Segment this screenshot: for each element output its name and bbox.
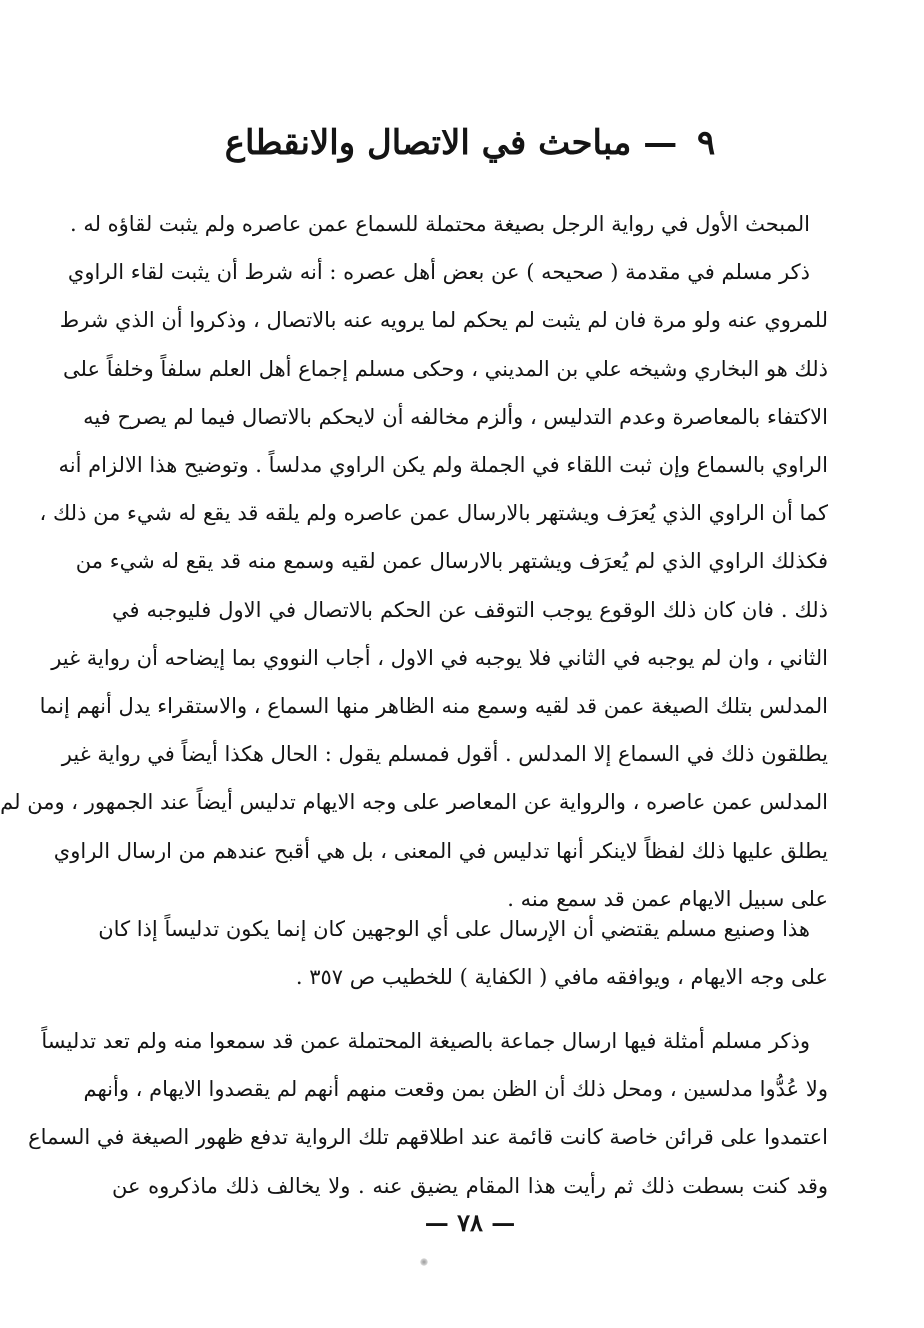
- text-line: الراوي بالسماع وإن ثبت اللقاء في الجملة ولم يكن الراوي مدلساً . وتوضيح هذا الالزام أنه: [58, 453, 828, 478]
- text-line: كما أن الراوي الذي يُعرَف ويشتهر بالارسال عمن عاصره ولم يلقه قد يقع له شيء من ذلك ،: [39, 501, 828, 526]
- text-line: فكذلك الراوي الذي لم يُعرَف ويشتهر بالارسال عمن لقيه وسمع منه قد يقع له شيء من: [75, 549, 828, 574]
- text-line: هذا وصنيع مسلم يقتضي أن الإرسال على أي الوجهين كان إنما يكون تدليساً إذا كان: [98, 917, 810, 941]
- text-line: على سبيل الايهام عمن قد سمع منه .: [507, 886, 828, 911]
- chapter-number: ٩: [697, 123, 716, 163]
- text-line: ولا عُدُّوا مدلسين ، ومحل ذلك أن الظن بمن وقعت منهم أنهم لم يقصدوا الايهام ، وأنهم: [83, 1077, 828, 1102]
- text-line: ذكر مسلم في مقدمة ( صحيحه ) عن بعض أهل عصره : أنه شرط أن يثبت لقاء الراوي: [67, 260, 810, 285]
- text-line: اعتمدوا على قرائن خاصة كانت قائمة عند اطلاقهم تلك الرواية تدفع ظهور الصيغة في السماع: [28, 1125, 828, 1150]
- text-line: يطلقون ذلك في السماع إلا المدلس . أقول فمسلم يقول : الحال هكذا أيضاً في رواية غير: [61, 742, 828, 767]
- text-line: وذكر مسلم أمثلة فيها ارسال جماعة بالصيغة المحتملة عمن قد سمعوا منه ولم تعد تدليساً: [41, 1029, 810, 1053]
- text-line: ذلك هو البخاري وشيخه علي بن المديني ، وحكى مسلم إجماع أهل العلم سلفاً وخلفاً على: [63, 356, 828, 381]
- paper-speck: [420, 1258, 428, 1266]
- text-line: المبحث الأول في رواية الرجل بصيغة محتملة للسماع عمن عاصره ولم يثبت لقاؤه له .: [69, 212, 810, 236]
- chapter-heading: مباحث في الاتصال والانقطاع: [224, 123, 632, 163]
- text-line: المدلس عمن عاصره ، والرواية عن المعاصر على وجه الايهام تدليس أيضاً عند الجمهور ، ومن لم: [0, 790, 828, 815]
- page-number: — ٧٨ —: [424, 1208, 516, 1237]
- text-line: وقد كنت بسطت ذلك ثم رأيت هذا المقام يضيق عنه . ولا يخالف ذلك ماذكروه عن: [112, 1173, 828, 1198]
- text-line: المدلس بتلك الصيغة عمن قد لقيه وسمع منه الظاهر منها السماع ، والاستقراء يدل أنهم إنما: [39, 694, 828, 719]
- text-line: يطلق عليها ذلك لفظاً لاينكر أنها تدليس في المعنى ، بل هي أقبح عندهم من ارسال الراوي: [53, 838, 828, 863]
- paragraph-block-1: [0, 200, 828, 923]
- text-line: على وجه الايهام ، ويوافقه مافي ( الكفاية ) للخطيب ص ٣٥٧ .: [295, 965, 828, 990]
- paragraph-block-2: [98, 905, 828, 1001]
- text-line: الثاني ، وان لم يوجبه في الثاني فلا يوجبه في الاول ، أجاب النووي بما إيضاحه أن رواية غير: [51, 645, 828, 670]
- text-line: الاكتفاء بالمعاصرة وعدم التدليس ، وألزم مخالفه أن لايحكم بالاتصال فيما لم يصرح فيه: [83, 404, 828, 429]
- chapter-title: [16, 118, 924, 168]
- text-line: للمروي عنه ولو مرة فان لم يثبت لم يحكم لما يرويه عنه بالاتصال ، وذكروا أن الذي شرط: [59, 308, 828, 333]
- paragraph-block-3: [28, 1017, 828, 1210]
- text-line: ذلك . فان كان ذلك الوقوع يوجب التوقف عن الحكم بالاتصال في الاول فليوجبه في: [112, 597, 828, 622]
- chapter-dash: —: [643, 123, 678, 163]
